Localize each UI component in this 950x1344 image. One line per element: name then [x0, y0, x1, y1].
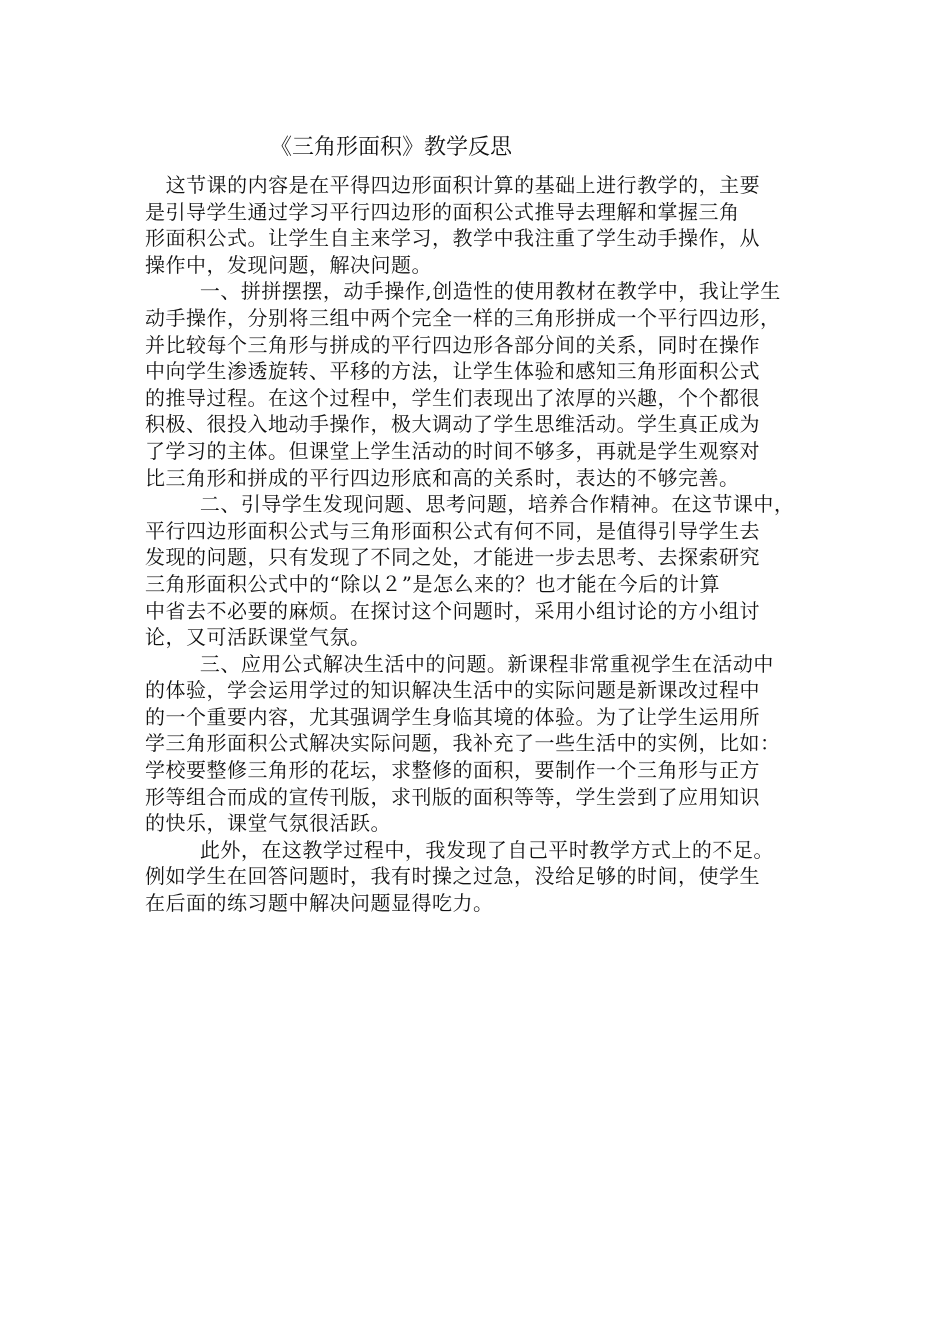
body-line: 此外，在这教学过程中，我发现了自己平时教学方式上的不足。 — [145, 837, 774, 862]
document-body — [145, 172, 815, 917]
body-line: 发现的问题，只有发现了不同之处，才能进一步去思考、去探索研究 — [145, 545, 760, 570]
body-line: 比三角形和拼成的平行四边形底和高的关系时，表达的不够完善。 — [145, 465, 740, 490]
body-line: 的推导过程。在这个过程中，学生们表现出了浓厚的兴趣，个个都很 — [145, 385, 760, 410]
body-line: 一、拼拼摆摆，动手操作,创造性的使用教材在教学中，我让学生 — [145, 279, 781, 304]
body-line: 论，又可活跃课堂气氛。 — [145, 625, 371, 650]
body-line: 是引导学生通过学习平行四边形的面积公式推导去理解和掌握三角 — [145, 199, 740, 224]
document-title: 《三角形面积》教学反思 — [270, 135, 513, 160]
body-line: 三角形面积公式中的“除以２”是怎么来的？也才能在今后的计算 — [145, 571, 720, 596]
body-line: 的一个重要内容，尤其强调学生身临其境的体验。为了让学生运用所 — [145, 704, 760, 729]
body-line: 形等组合而成的宣传刊版，求刊版的面积等等，学生尝到了应用知识 — [145, 784, 760, 809]
body-line: 中向学生渗透旋转、平移的方法，让学生体验和感知三角形面积公式 — [145, 359, 760, 384]
body-line: 三、应用公式解决生活中的问题。新课程非常重视学生在活动中 — [145, 651, 774, 676]
body-line: 学校要整修三角形的花坛，求整修的面积，要制作一个三角形与正方 — [145, 758, 760, 783]
body-line: 学三角形面积公式解决实际问题，我补充了一些生活中的实例，比如： — [145, 731, 781, 756]
body-line: 动手操作，分别将三组中两个完全一样的三角形拼成一个平行四边形， — [145, 305, 781, 330]
body-line: 形面积公式。让学生自主来学习，教学中我注重了学生动手操作，从 — [145, 226, 760, 251]
body-line: 平行四边形面积公式与三角形面积公式有何不同，是值得引导学生去 — [145, 518, 760, 543]
body-line: 在后面的练习题中解决问题显得吃力。 — [145, 891, 494, 916]
body-line: 中省去不必要的麻烦。在探讨这个问题时，采用小组讨论的方小组讨 — [145, 598, 760, 623]
body-line: 的快乐，课堂气氛很活跃。 — [145, 811, 391, 836]
body-line: 并比较每个三角形与拼成的平行四边形各部分间的关系，同时在操作 — [145, 332, 760, 357]
body-line: 积极、很投入地动手操作，极大调动了学生思维活动。学生真正成为 — [145, 412, 760, 437]
body-line: 操作中，发现问题，解决问题。 — [145, 252, 432, 277]
body-line: 的体验，学会运用学过的知识解决生活中的实际问题是新课改过程中 — [145, 678, 760, 703]
body-line: 了学习的主体。但课堂上学生活动的时间不够多，再就是学生观察对 — [145, 438, 760, 463]
body-line: 这节课的内容是在平得四边形面积计算的基础上进行教学的，主要 — [145, 173, 761, 197]
body-line: 例如学生在回答问题时，我有时操之过急，没给足够的时间，使学生 — [145, 864, 760, 889]
body-line: 二、引导学生发现问题、思考问题，培养合作精神。在这节课中， — [145, 492, 795, 517]
